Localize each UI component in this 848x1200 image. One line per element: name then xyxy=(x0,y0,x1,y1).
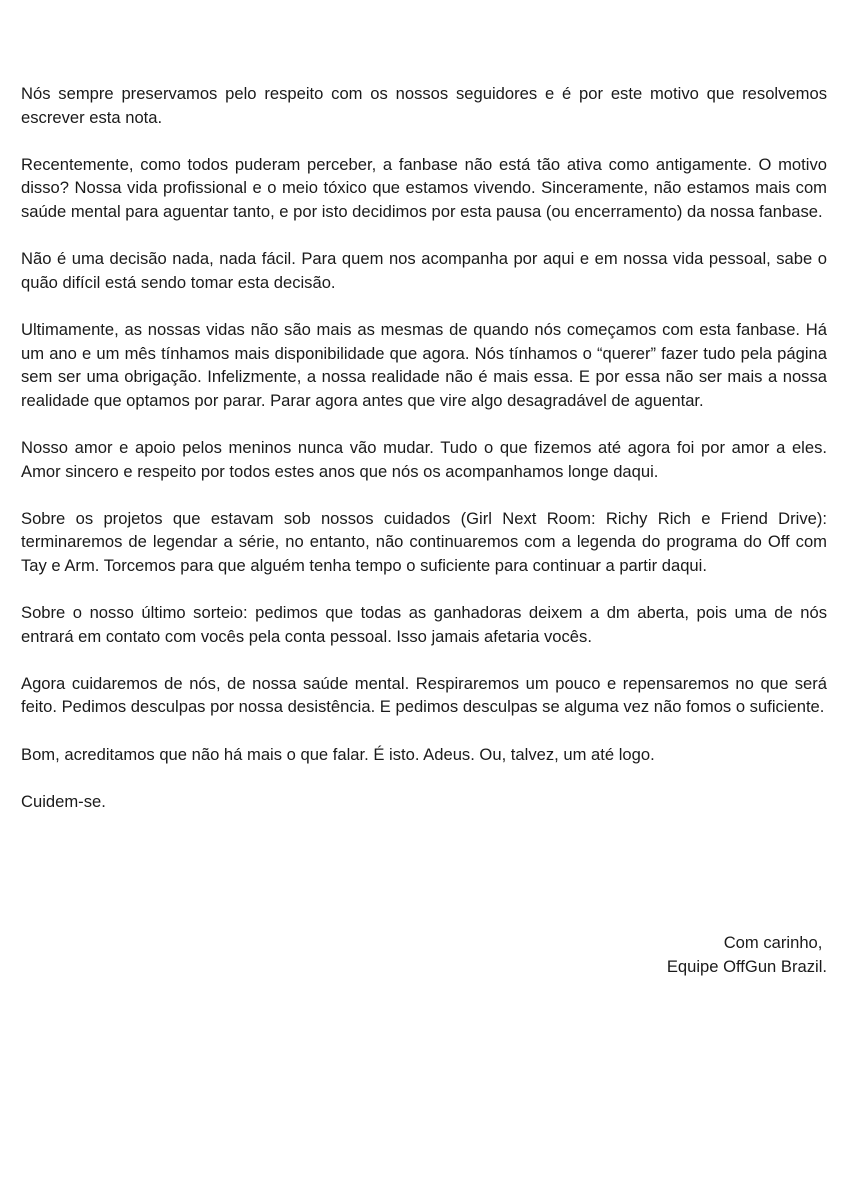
signature-line: Equipe OffGun Brazil. xyxy=(666,956,827,976)
paragraph-take-care: Cuidem-se. xyxy=(21,791,106,811)
closing-line: Com carinho, xyxy=(723,933,827,952)
paragraph-lately: Ultimamente, as nossas vidas não são mais as mesmas de quando nós começamos com esta fanbase. Há um ano e um mês tínhamos mais disponibilidade que agora. Nós tínhamos o “querer” fazer tudo pela página sem ser uma obrigação. Infelizmente, a nossa realidade não é mais essa. E por essa não ser mais a nossa realidade que optamos por parar. Parar agora antes que vire algo desagradável de aguentar. xyxy=(21,319,827,410)
paragraph-self-care: Agora cuidaremos de nós, de nossa saúde mental. Respiraremos um pouco e repensaremos no que será feito. Pedimos desculpas por nossa desistência. E pedimos desculpas se alguma vez não fomos o suficiente. xyxy=(21,673,827,717)
signature-block xyxy=(667,931,827,978)
paragraph-giveaway: Sobre o nosso último sorteio: pedimos que todas as ganhadoras deixem a dm aberta, pois uma de nós entrará em contato com vocês pela conta pessoal. Isso jamais afetaria vocês. xyxy=(21,603,827,646)
paragraph-intro: Nós sempre preservamos pelo respeito com os nossos seguidores e é por este motivo que resolvemos escrever esta nota. xyxy=(21,84,827,127)
paragraph-reason: Recentemente, como todos puderam perceber, a fanbase não está tão ativa como antigamente. O motivo disso? Nossa vida profissional e o meio tóxico que estamos vivendo. Sinceramente, não estamos mais com saúde mental para aguentar tanto, e por isto decidimos por esta pausa (ou encerramento) da nossa fanbase. xyxy=(21,154,827,221)
letter-body xyxy=(21,82,827,837)
paragraph-decision: Não é uma decisão nada, nada fácil. Para quem nos acompanha por aqui e em nossa vida pessoal, sabe o quão difícil está sendo tomar esta decisão. xyxy=(21,249,827,292)
paragraph-farewell: Bom, acreditamos que não há mais o que falar. É isto. Adeus. Ou, talvez, um até logo. xyxy=(21,744,655,764)
paragraph-love: Nosso amor e apoio pelos meninos nunca vão mudar. Tudo o que fizemos até agora foi por amor a eles. Amor sincero e respeito por todos estes anos que nós os acompanhamos longe daqui. xyxy=(21,437,827,481)
paragraph-projects: Sobre os projetos que estavam sob nossos cuidados (Girl Next Room: Richy Rich e Friend Drive): terminaremos de legendar a série, no entanto, não continuaremos com a legenda do programa do Off com Tay e Arm. Torcemos para que alguém tenha tempo o suficiente para continuar a partir daqui. xyxy=(21,508,827,575)
